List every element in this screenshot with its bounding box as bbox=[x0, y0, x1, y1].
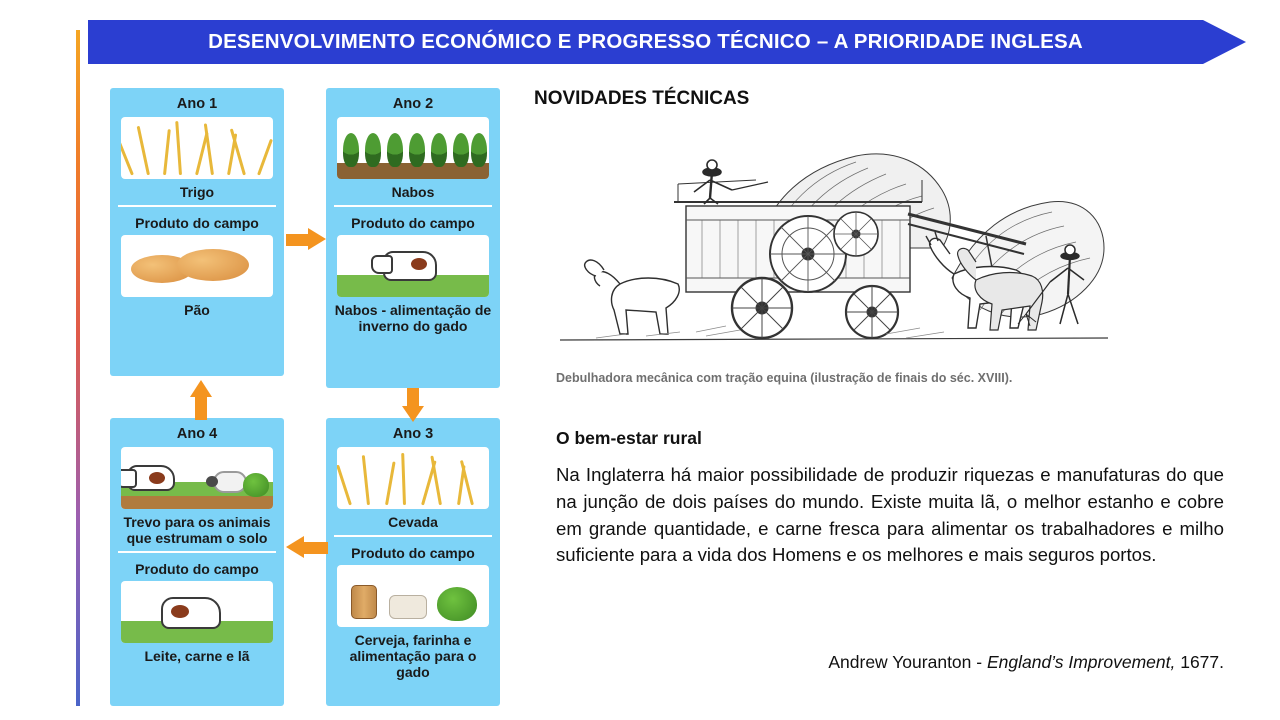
arrow-ano3-to-ano4 bbox=[286, 536, 328, 558]
card-crop-label: Trevo para os animais que estrumam o solo bbox=[123, 514, 271, 547]
card-year-label: Ano 1 bbox=[176, 96, 218, 112]
figure-caption: Debulhadora mecânica com tração equina (ilustração de finais do séc. XVIII). bbox=[556, 371, 1013, 385]
card-year-label: Ano 4 bbox=[176, 426, 218, 442]
card-product-label: Pão bbox=[184, 302, 210, 319]
cevada-icon bbox=[337, 447, 489, 509]
pao-icon bbox=[121, 235, 273, 297]
source-attribution bbox=[556, 652, 1224, 673]
heading-novidades-tecnicas: NOVIDADES TÉCNICAS bbox=[534, 88, 750, 109]
title-banner-body bbox=[88, 20, 1203, 64]
attribution-author: Andrew Youranton - bbox=[828, 652, 987, 672]
card-crop-label: Cevada bbox=[388, 514, 438, 530]
card-field-label: Produto do campo bbox=[351, 215, 475, 232]
arrow-ano2-to-ano3 bbox=[402, 388, 424, 422]
card-product-label: Nabos - alimentação de inverno do gado bbox=[334, 302, 492, 335]
banner-arrow-icon bbox=[1203, 20, 1246, 64]
card-field-label: Produto do campo bbox=[135, 561, 259, 578]
card-divider bbox=[334, 535, 492, 537]
right-column bbox=[534, 88, 1234, 122]
rotation-card-ano2 bbox=[326, 88, 500, 388]
arrow-ano4-to-ano1 bbox=[190, 380, 212, 420]
page-title: DESENVOLVIMENTO ECONÓMICO E PROGRESSO TÉCNICO – A PRIORIDADE INGLESA bbox=[208, 30, 1083, 53]
threshing-machine-illustration bbox=[556, 128, 1112, 366]
card-divider bbox=[334, 205, 492, 207]
card-crop-label: Trigo bbox=[179, 184, 215, 200]
card-product-label: Cerveja, farinha e alimentação para o gado bbox=[349, 632, 477, 681]
body-paragraph: Na Inglaterra há maior possibilidade de produzir riquezas e manufaturas do que na junção de dois países do mundo. Existe muita lã, o melhor estanho e cobre em grande quantidade, e carne fresca para alimentar os trabalhadores e milho suficiente para a vida dos Homens e os melhores e mais seguros portos. bbox=[556, 464, 1224, 566]
card-year-label: Ano 2 bbox=[392, 96, 434, 112]
card-field-label: Produto do campo bbox=[351, 545, 475, 562]
arrow-ano1-to-ano2 bbox=[286, 228, 326, 250]
heading-bem-estar-rural: O bem-estar rural bbox=[556, 428, 702, 448]
card-crop-label: Nabos bbox=[391, 184, 435, 200]
left-accent-rule bbox=[76, 30, 80, 706]
nabos-icon bbox=[337, 117, 489, 179]
card-year-label: Ano 3 bbox=[392, 426, 434, 442]
card-divider bbox=[118, 551, 276, 553]
debulhadora-mecanica-gravura bbox=[556, 128, 1112, 366]
rotation-card-ano3 bbox=[326, 418, 500, 706]
title-banner bbox=[88, 20, 1256, 64]
attribution-year: 1677. bbox=[1175, 652, 1224, 672]
trevo-animais-icon bbox=[121, 447, 273, 509]
vaca-leite-icon bbox=[121, 581, 273, 643]
card-divider bbox=[118, 205, 276, 207]
rotation-card-ano4 bbox=[110, 418, 284, 706]
barril-farinha-icon bbox=[337, 565, 489, 627]
rotation-card-ano1 bbox=[110, 88, 284, 376]
attribution-work: England’s Improvement, bbox=[986, 652, 1176, 672]
crop-rotation-diagram bbox=[110, 88, 510, 706]
vaca-pasto-icon bbox=[337, 235, 489, 297]
trigo-icon bbox=[121, 117, 273, 179]
card-product-label: Leite, carne e lã bbox=[144, 648, 250, 665]
card-field-label: Produto do campo bbox=[135, 215, 259, 232]
